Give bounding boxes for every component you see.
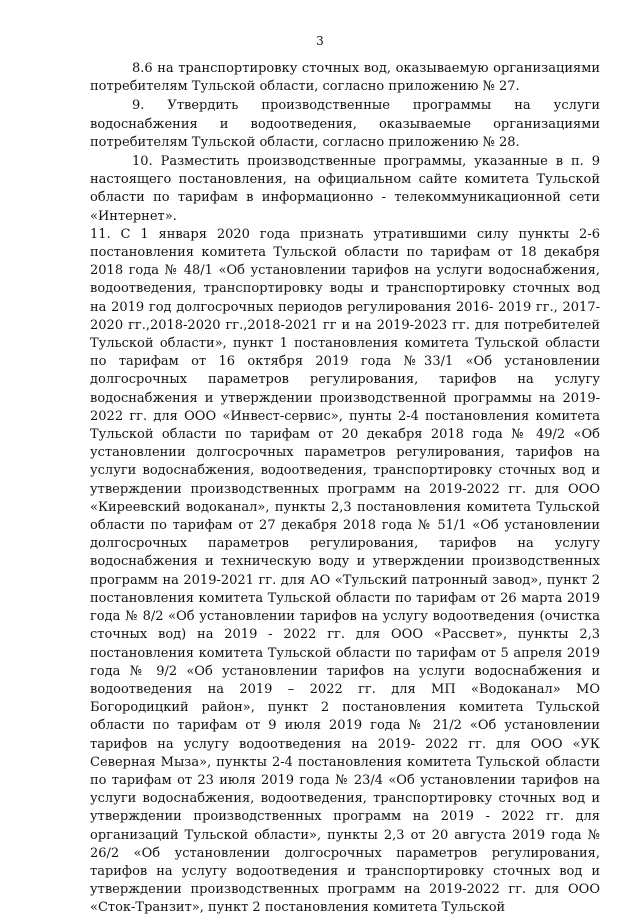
paragraph-8-6: 8.6 на транспортировку сточных вод, оказываемую организациями потребителям Тульской области, согласно приложению № 27. — [90, 61, 600, 95]
document-body — [90, 60, 600, 918]
page-number: 3 — [316, 34, 324, 48]
paragraph-9: 9. Утвердить производственные программы на услуги водоснабжения и водоотведения, оказываемые организациями потребителям Тульской области, согласно приложению № 28. — [90, 98, 600, 150]
paragraph-11: 11. С 1 января 2020 года признать утратившими силу пункты 2-6 постановления комитета Тульской области по тарифам от 18 декабря 2018 года № 48/1 «Об установлении тарифов на услуги водоснабжения, водоотведения, транспортировку воды и транспортировку сточных вод на 2019 год долгосрочных периодов регулирования 2016- 2019 гг., 2017-2020 гг.,2018-2020 гг.,2018-2021 гг и на 2019-2023 гг. для потребителей Тульской области», пункт 1 постановления комитета Тульской области по тарифам от 16 октября 2019 года №33/1 «Об установлении долгосрочных параметров регулирования, тарифов на услугу водоснабжения и утверждении производственной программы на 2019-2022 гг. для ООО «Инвест-сервис», пунты 2-4 постановления комитета Тульской области по тарифам от 20 декабря 2018 года № 49/2 «Об установлении долгосрочных параметров регулирования, тарифов на услуги водоснабжения, водоотведения, транспортировку сточных вод и утверждении производственных программ на 2019-2022 гг. для ООО «Киреевский водоканал», пункты 2,3 постановления комитета Тульской области по тарифам от 27 декабря 2018 года № 51/1 «Об установлении долгосрочных параметров регулирования, тарифов на услугу водоснабжения и техническую воду и утверждении производственных программ на 2019-2021 гг. для АО «Тульский патронный завод», пункт 2 постановления комитета Тульской области по тарифам от 26 марта 2019 года № 8/2 «Об установлении тарифов на услугу водоотведения (очистка сточных вод) на 2019 - 2022 гг. для ООО «Рассвет», пункты 2,3 постановления комитета Тульской области по тарифам от 5 апреля 2019 года № 9/2 «Об установлении тарифов на услуги водоснабжения и водоотведения на 2019 – 2022 гг. для МП «Водоканал» МО Богородицкий район», пункт 2 постановления комитета Тульской области по тарифам от 9 июля 2019 года № 21/2 «Об установлении тарифов на услугу водоотведения на 2019- 2022 гг. для ООО «УК Северная Мыза», пункты 2-4 постановления комитета Тульской области по тарифам от 23 июля 2019 года № 23/4 «Об установлении тарифов на услуги водоснабжения, водоотведения, транспортировку сточных вод и утверждении производственных программ на 2019 - 2022 гг. для организаций Тульской области», пункты 2,3 от 20 августа 2019 года № 26/2 «Об установлении долгосрочных параметров регулирования, тарифов на услугу водоотведения и транспортировку сточных вод и утверждении производственных программ на 2019-2022 гг. для ООО «Сток-Транзит», пункт 2 постановления комитета Тульской — [90, 226, 600, 916]
paragraph-10: 10. Разместить производственные программы, указанные в п. 9 настоящего постановления, на официальном сайте комитета Тульской области по тарифам в информационно - телекоммуникационной сети «Интернет». — [90, 154, 600, 224]
